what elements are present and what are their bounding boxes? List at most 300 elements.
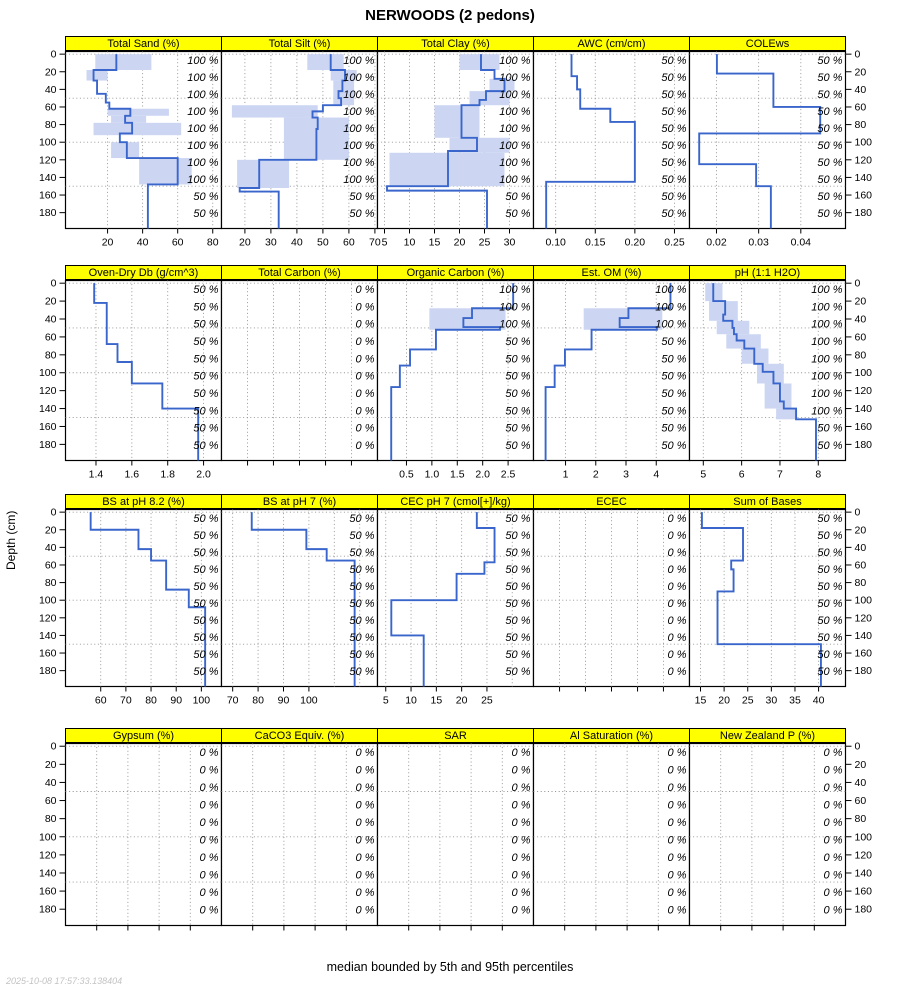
- pct-label: 0 %: [823, 799, 843, 812]
- pct-label: 0 %: [667, 512, 687, 525]
- pct-label: 0 %: [355, 422, 375, 435]
- percentile-band: [111, 142, 139, 158]
- pct-label: 100 %: [499, 283, 531, 296]
- depth-tick-label-right: 40: [854, 83, 867, 96]
- pct-label: 50 %: [505, 512, 531, 525]
- percentile-band: [111, 116, 146, 123]
- pct-label: 50 %: [193, 632, 219, 645]
- pct-label: 0 %: [667, 529, 687, 542]
- panel-strip-label: BS at pH 8.2 (%): [102, 496, 185, 508]
- pct-label: 100 %: [499, 174, 531, 187]
- depth-tick-label-right: 120: [854, 385, 873, 398]
- x-tick-label: 0.04: [790, 236, 812, 249]
- pct-label: 0 %: [511, 887, 531, 900]
- pct-label: 0 %: [667, 817, 687, 830]
- depth-tick-label-left: 140: [38, 867, 57, 880]
- x-tick-label: 25: [478, 236, 491, 249]
- pct-label: 100 %: [343, 54, 375, 67]
- pct-label: 50 %: [817, 598, 843, 611]
- depth-tick-label-right: 80: [854, 349, 867, 362]
- pct-label: 50 %: [661, 422, 687, 435]
- panel-organic-carbon: [377, 265, 534, 484]
- depth-tick-label-left: 80: [44, 119, 57, 132]
- panel-strip-label: CEC pH 7 (cmol[+]/kg): [400, 496, 511, 508]
- pct-label: 50 %: [661, 191, 687, 204]
- panel-frame: [690, 744, 846, 926]
- pct-label: 50 %: [349, 615, 375, 628]
- depth-tick-label-left: 100: [38, 594, 57, 607]
- pct-label: 0 %: [667, 598, 687, 611]
- panel-gypsum: [38, 728, 222, 949]
- pct-label: 100 %: [343, 88, 375, 101]
- panel-ecec: [533, 494, 690, 710]
- pct-label: 0 %: [667, 904, 687, 917]
- depth-tick-label-left: 180: [38, 665, 57, 678]
- pct-label: 100 %: [187, 105, 219, 118]
- x-tick-label: 15: [428, 236, 441, 249]
- pct-label: 50 %: [817, 666, 843, 679]
- pct-label: 50 %: [505, 387, 531, 400]
- pct-label: 50 %: [661, 387, 687, 400]
- pct-label: 50 %: [817, 563, 843, 576]
- x-tick-label: 25: [741, 694, 754, 707]
- pct-label: 50 %: [349, 563, 375, 576]
- pct-label: 0 %: [355, 852, 375, 865]
- pct-label: 0 %: [823, 852, 843, 865]
- pct-label: 100 %: [187, 54, 219, 67]
- pct-label: 50 %: [661, 208, 687, 221]
- x-tick-label: 7: [777, 468, 783, 481]
- panel-strip-label: Total Clay (%): [421, 38, 490, 50]
- percentile-band: [390, 153, 505, 186]
- depth-tick-label-right: 160: [854, 647, 873, 660]
- pct-label: 50 %: [661, 105, 687, 118]
- x-tick-label: 0.20: [624, 236, 646, 249]
- x-tick-label: 2.0: [196, 468, 211, 481]
- depth-tick-label-right: 160: [854, 420, 873, 433]
- pct-label: 50 %: [817, 122, 843, 135]
- depth-tick-label-left: 60: [44, 559, 57, 572]
- pct-label: 0 %: [667, 563, 687, 576]
- pct-label: 0 %: [823, 817, 843, 830]
- pct-label: 50 %: [193, 422, 219, 435]
- depth-tick-label-right: 80: [854, 577, 867, 590]
- depth-tick-label-right: 140: [854, 403, 873, 416]
- depth-tick-label-left: 160: [38, 885, 57, 898]
- pct-label: 50 %: [349, 666, 375, 679]
- depth-tick-label-left: 40: [44, 313, 57, 326]
- x-tick-label: 2.0: [475, 468, 490, 481]
- depth-tick-label-right: 80: [854, 119, 867, 132]
- panel-total-carbon: [221, 265, 378, 484]
- pct-label: 0 %: [511, 869, 531, 882]
- panel-strip-label: AWC (cm/cm): [577, 38, 646, 50]
- pct-label: 50 %: [817, 615, 843, 628]
- depth-tick-label-left: 40: [44, 541, 57, 554]
- pct-label: 100 %: [811, 370, 843, 383]
- pct-label: 50 %: [349, 529, 375, 542]
- pct-label: 100 %: [499, 140, 531, 153]
- depth-tick-label-left: 80: [44, 813, 57, 826]
- depth-tick-label-right: 180: [854, 665, 873, 678]
- x-tick-label: 1.4: [88, 468, 104, 481]
- pct-label: 0 %: [199, 817, 219, 830]
- pct-label: 0 %: [823, 887, 843, 900]
- pct-label: 0 %: [823, 782, 843, 795]
- x-tick-label: 80: [206, 236, 219, 249]
- pct-label: 0 %: [823, 747, 843, 760]
- pct-label: 0 %: [355, 817, 375, 830]
- pct-label: 50 %: [349, 208, 375, 221]
- pct-label: 50 %: [817, 649, 843, 662]
- pct-label: 50 %: [505, 649, 531, 662]
- panel-strip-label: COLEws: [745, 38, 790, 50]
- panel-sum-of-bases: [689, 494, 873, 710]
- pct-label: 50 %: [505, 563, 531, 576]
- depth-tick-label-left: 20: [44, 295, 57, 308]
- x-tick-label: 15: [694, 694, 707, 707]
- x-tick-label: 2: [592, 468, 599, 481]
- pct-label: 0 %: [355, 405, 375, 418]
- depth-tick-label-right: 40: [854, 313, 867, 326]
- panel-frame: [378, 744, 534, 926]
- pct-label: 50 %: [193, 191, 219, 204]
- pct-label: 50 %: [505, 439, 531, 452]
- depth-tick-label-right: 120: [854, 154, 873, 167]
- depth-tick-label-right: 20: [854, 295, 867, 308]
- pct-label: 100 %: [343, 71, 375, 84]
- pct-label: 0 %: [667, 649, 687, 662]
- depth-tick-label-right: 180: [854, 903, 873, 916]
- x-tick-label: 40: [291, 236, 303, 249]
- pct-label: 0 %: [355, 887, 375, 900]
- pct-label: 100 %: [811, 405, 843, 418]
- pct-label: 50 %: [193, 580, 219, 593]
- pct-label: 50 %: [349, 580, 375, 593]
- pct-label: 100 %: [811, 387, 843, 400]
- pct-label: 0 %: [823, 904, 843, 917]
- pct-label: 50 %: [817, 157, 843, 170]
- percentile-band: [232, 105, 318, 117]
- percentile-band: [757, 364, 784, 384]
- x-tick-label: 20: [455, 694, 468, 707]
- depth-tick-label-left: 60: [44, 101, 57, 114]
- pct-label: 0 %: [355, 747, 375, 760]
- pct-label: 50 %: [193, 439, 219, 452]
- pct-label: 0 %: [667, 764, 687, 777]
- panel-strip-label: BS at pH 7 (%): [262, 496, 337, 508]
- pct-label: 50 %: [505, 615, 531, 628]
- x-tick-label: 3: [623, 468, 629, 481]
- pct-label: 0 %: [667, 869, 687, 882]
- percentile-band: [307, 54, 343, 70]
- depth-tick-label-left: 180: [38, 903, 57, 916]
- depth-tick-label-left: 0: [50, 277, 57, 290]
- panel-strip-label: Total Sand (%): [107, 38, 180, 50]
- depth-tick-label-right: 180: [854, 438, 873, 451]
- pct-label: 50 %: [505, 632, 531, 645]
- pct-label: 50 %: [661, 71, 687, 84]
- pct-label: 0 %: [199, 887, 219, 900]
- pct-label: 100 %: [187, 174, 219, 187]
- x-tick-label: 100: [192, 694, 211, 707]
- pct-label: 50 %: [661, 405, 687, 418]
- panel-frame: [534, 510, 690, 687]
- x-tick-label: 1.0: [424, 468, 440, 481]
- pct-label: 50 %: [193, 318, 219, 331]
- pct-label: 50 %: [661, 335, 687, 348]
- x-tick-label: 0.03: [748, 236, 769, 249]
- pct-label: 0 %: [667, 852, 687, 865]
- panel-oven-dry-db-g-cm-3: [38, 265, 222, 484]
- pct-label: 0 %: [199, 869, 219, 882]
- pct-label: 0 %: [355, 782, 375, 795]
- pct-label: 100 %: [811, 353, 843, 366]
- depth-tick-label-left: 120: [38, 385, 57, 398]
- pct-label: 100 %: [655, 283, 687, 296]
- panel-frame: [534, 744, 690, 926]
- x-tick-label: 5: [700, 468, 707, 481]
- pct-label: 0 %: [355, 318, 375, 331]
- x-tick-label: 35: [789, 694, 801, 707]
- pct-label: 0 %: [355, 283, 375, 296]
- pct-label: 100 %: [343, 157, 375, 170]
- pct-label: 0 %: [511, 782, 531, 795]
- x-tick-label: 0.5: [399, 468, 414, 481]
- pct-label: 0 %: [511, 764, 531, 777]
- pct-label: 50 %: [661, 54, 687, 67]
- pct-label: 50 %: [661, 122, 687, 135]
- percentile-band: [139, 158, 192, 184]
- pct-label: 50 %: [505, 353, 531, 366]
- pct-label: 50 %: [193, 283, 219, 296]
- pct-label: 50 %: [661, 174, 687, 187]
- pct-label: 100 %: [811, 318, 843, 331]
- pct-label: 50 %: [193, 598, 219, 611]
- panel-strip-label: pH (1:1 H2O): [734, 267, 801, 279]
- pct-label: 0 %: [355, 904, 375, 917]
- panel-caco3-equiv: [221, 728, 378, 949]
- panel-strip-label: CaCO3 Equiv. (%): [254, 730, 345, 742]
- percentile-band: [95, 54, 151, 70]
- pct-label: 0 %: [355, 335, 375, 348]
- depth-tick-label-left: 100: [38, 136, 57, 149]
- depth-tick-label-right: 0: [854, 506, 861, 519]
- x-tick-label: 20: [718, 694, 730, 707]
- x-tick-label: 1.6: [124, 468, 140, 481]
- pct-label: 50 %: [349, 546, 375, 559]
- depth-tick-label-right: 20: [854, 524, 867, 537]
- pct-label: 0 %: [667, 747, 687, 760]
- pct-label: 0 %: [511, 834, 531, 847]
- depth-tick-label-right: 20: [854, 758, 867, 771]
- pct-label: 100 %: [343, 105, 375, 118]
- x-tick-label: 100: [300, 694, 318, 707]
- pct-label: 50 %: [193, 563, 219, 576]
- percentile-band: [94, 123, 182, 135]
- pct-label: 0 %: [355, 799, 375, 812]
- x-tick-label: 70: [120, 694, 132, 707]
- depth-tick-label-left: 140: [38, 171, 57, 184]
- x-tick-label: 1.5: [449, 468, 465, 481]
- pct-label: 50 %: [193, 649, 219, 662]
- pct-label: 50 %: [193, 512, 219, 525]
- chart-title: NERWOODS (2 pedons): [365, 7, 535, 24]
- panel-strip-label: Est. OM (%): [581, 267, 642, 279]
- pct-label: 100 %: [811, 283, 843, 296]
- pct-label: 0 %: [511, 799, 531, 812]
- pct-label: 50 %: [193, 405, 219, 418]
- pct-label: 100 %: [343, 174, 375, 187]
- depth-tick-label-right: 60: [854, 331, 867, 344]
- pct-label: 100 %: [655, 301, 687, 314]
- x-tick-label: 25: [481, 694, 493, 707]
- panel-sar: [377, 728, 534, 949]
- pct-label: 50 %: [349, 632, 375, 645]
- depth-tick-label-left: 80: [44, 577, 57, 590]
- pct-label: 50 %: [817, 174, 843, 187]
- x-tick-label: 30: [765, 694, 778, 707]
- depth-tick-label-right: 40: [854, 541, 867, 554]
- pct-label: 0 %: [355, 370, 375, 383]
- depth-tick-label-left: 0: [50, 48, 57, 61]
- pct-label: 50 %: [349, 512, 375, 525]
- percentile-band: [460, 54, 500, 70]
- timestamp: 2025-10-08 17:57:33.138404: [6, 976, 123, 986]
- pct-label: 0 %: [511, 747, 531, 760]
- pct-label: 50 %: [817, 140, 843, 153]
- pct-label: 100 %: [343, 122, 375, 135]
- panel-colews: [689, 36, 873, 252]
- panel-strip-label: ECEC: [596, 496, 627, 508]
- x-tick-label: 60: [171, 236, 184, 249]
- pct-label: 50 %: [193, 387, 219, 400]
- pct-label: 0 %: [667, 887, 687, 900]
- depth-tick-label-right: 100: [854, 594, 873, 607]
- pct-label: 50 %: [505, 208, 531, 221]
- panel-strip-label: Total Silt (%): [268, 38, 331, 50]
- percentile-band: [776, 409, 797, 420]
- pct-label: 50 %: [661, 439, 687, 452]
- x-tick-label: 90: [170, 694, 183, 707]
- pct-label: 0 %: [511, 852, 531, 865]
- panel-awc-cm-cm: [533, 36, 690, 252]
- pct-label: 50 %: [661, 88, 687, 101]
- pct-label: 0 %: [667, 666, 687, 679]
- pct-label: 50 %: [817, 529, 843, 542]
- panel-cec-ph-7-cmol-kg: [377, 494, 534, 710]
- x-tick-label: 5: [381, 236, 388, 249]
- depth-tick-label-left: 140: [38, 629, 57, 642]
- x-tick-label: 1: [562, 468, 569, 481]
- depth-tick-label-right: 0: [854, 740, 861, 753]
- pct-label: 0 %: [199, 852, 219, 865]
- depth-tick-label-left: 60: [44, 331, 57, 344]
- pct-label: 50 %: [193, 208, 219, 221]
- pct-label: 0 %: [355, 869, 375, 882]
- depth-tick-label-right: 0: [854, 277, 861, 290]
- pct-label: 100 %: [187, 122, 219, 135]
- pct-label: 50 %: [817, 546, 843, 559]
- pct-label: 50 %: [817, 105, 843, 118]
- x-tick-label: 5: [382, 694, 389, 707]
- depth-tick-label-left: 120: [38, 612, 57, 625]
- panel-strip-label: Organic Carbon (%): [406, 267, 505, 279]
- y-axis-label: Depth (cm): [4, 510, 18, 570]
- pct-label: 0 %: [355, 764, 375, 777]
- pct-label: 50 %: [817, 54, 843, 67]
- pct-label: 0 %: [667, 632, 687, 645]
- depth-tick-label-left: 180: [38, 438, 57, 451]
- pct-label: 50 %: [505, 546, 531, 559]
- panel-total-silt: [221, 36, 381, 252]
- pct-label: 0 %: [511, 817, 531, 830]
- panel-ph-1-1-h2o: [689, 265, 873, 484]
- pct-label: 0 %: [667, 834, 687, 847]
- pct-label: 0 %: [355, 387, 375, 400]
- depth-tick-label-left: 0: [50, 740, 57, 753]
- pct-label: 50 %: [817, 512, 843, 525]
- pct-label: 0 %: [355, 353, 375, 366]
- depth-tick-label-right: 80: [854, 813, 867, 826]
- pct-label: 0 %: [199, 904, 219, 917]
- pct-label: 50 %: [505, 191, 531, 204]
- x-tick-label: 30: [503, 236, 516, 249]
- x-tick-label: 40: [136, 236, 149, 249]
- pct-label: 50 %: [505, 598, 531, 611]
- pct-label: 100 %: [499, 105, 531, 118]
- x-tick-label: 20: [239, 236, 251, 249]
- pct-label: 100 %: [187, 71, 219, 84]
- depth-tick-label-right: 40: [854, 776, 867, 789]
- depth-tick-label-right: 20: [854, 66, 867, 79]
- pct-label: 50 %: [193, 615, 219, 628]
- pct-label: 0 %: [823, 834, 843, 847]
- depth-tick-label-right: 60: [854, 101, 867, 114]
- depth-tick-label-left: 20: [44, 66, 57, 79]
- pct-label: 50 %: [193, 335, 219, 348]
- x-tick-label: 70: [226, 694, 239, 707]
- depth-tick-label-left: 80: [44, 349, 57, 362]
- x-tick-label: 50: [317, 236, 329, 249]
- percentile-band: [435, 105, 480, 138]
- x-tick-label: 10: [403, 236, 416, 249]
- pct-label: 0 %: [823, 764, 843, 777]
- panel-strip-label: New Zealand P (%): [719, 730, 816, 742]
- pct-label: 50 %: [505, 529, 531, 542]
- pct-label: 0 %: [511, 904, 531, 917]
- pct-label: 0 %: [199, 747, 219, 760]
- pct-label: 100 %: [499, 318, 531, 331]
- depth-tick-label-left: 120: [38, 849, 57, 862]
- x-tick-label: 60: [94, 694, 107, 707]
- depth-tick-label-right: 60: [854, 795, 867, 808]
- depth-tick-label-left: 40: [44, 83, 57, 96]
- x-tick-label: 20: [101, 236, 114, 249]
- depth-tick-label-left: 40: [44, 776, 57, 789]
- pct-label: 0 %: [199, 782, 219, 795]
- depth-tick-label-left: 120: [38, 154, 57, 167]
- x-tick-label: 70: [369, 236, 381, 249]
- x-tick-label: 80: [252, 694, 264, 707]
- x-tick-label: 8: [815, 468, 822, 481]
- panel-total-clay: [377, 36, 534, 252]
- depth-tick-label-right: 160: [854, 189, 873, 202]
- depth-tick-label-right: 100: [854, 136, 873, 149]
- depth-tick-label-right: 60: [854, 559, 867, 572]
- depth-tick-label-left: 160: [38, 647, 57, 660]
- depth-tick-label-left: 160: [38, 420, 57, 433]
